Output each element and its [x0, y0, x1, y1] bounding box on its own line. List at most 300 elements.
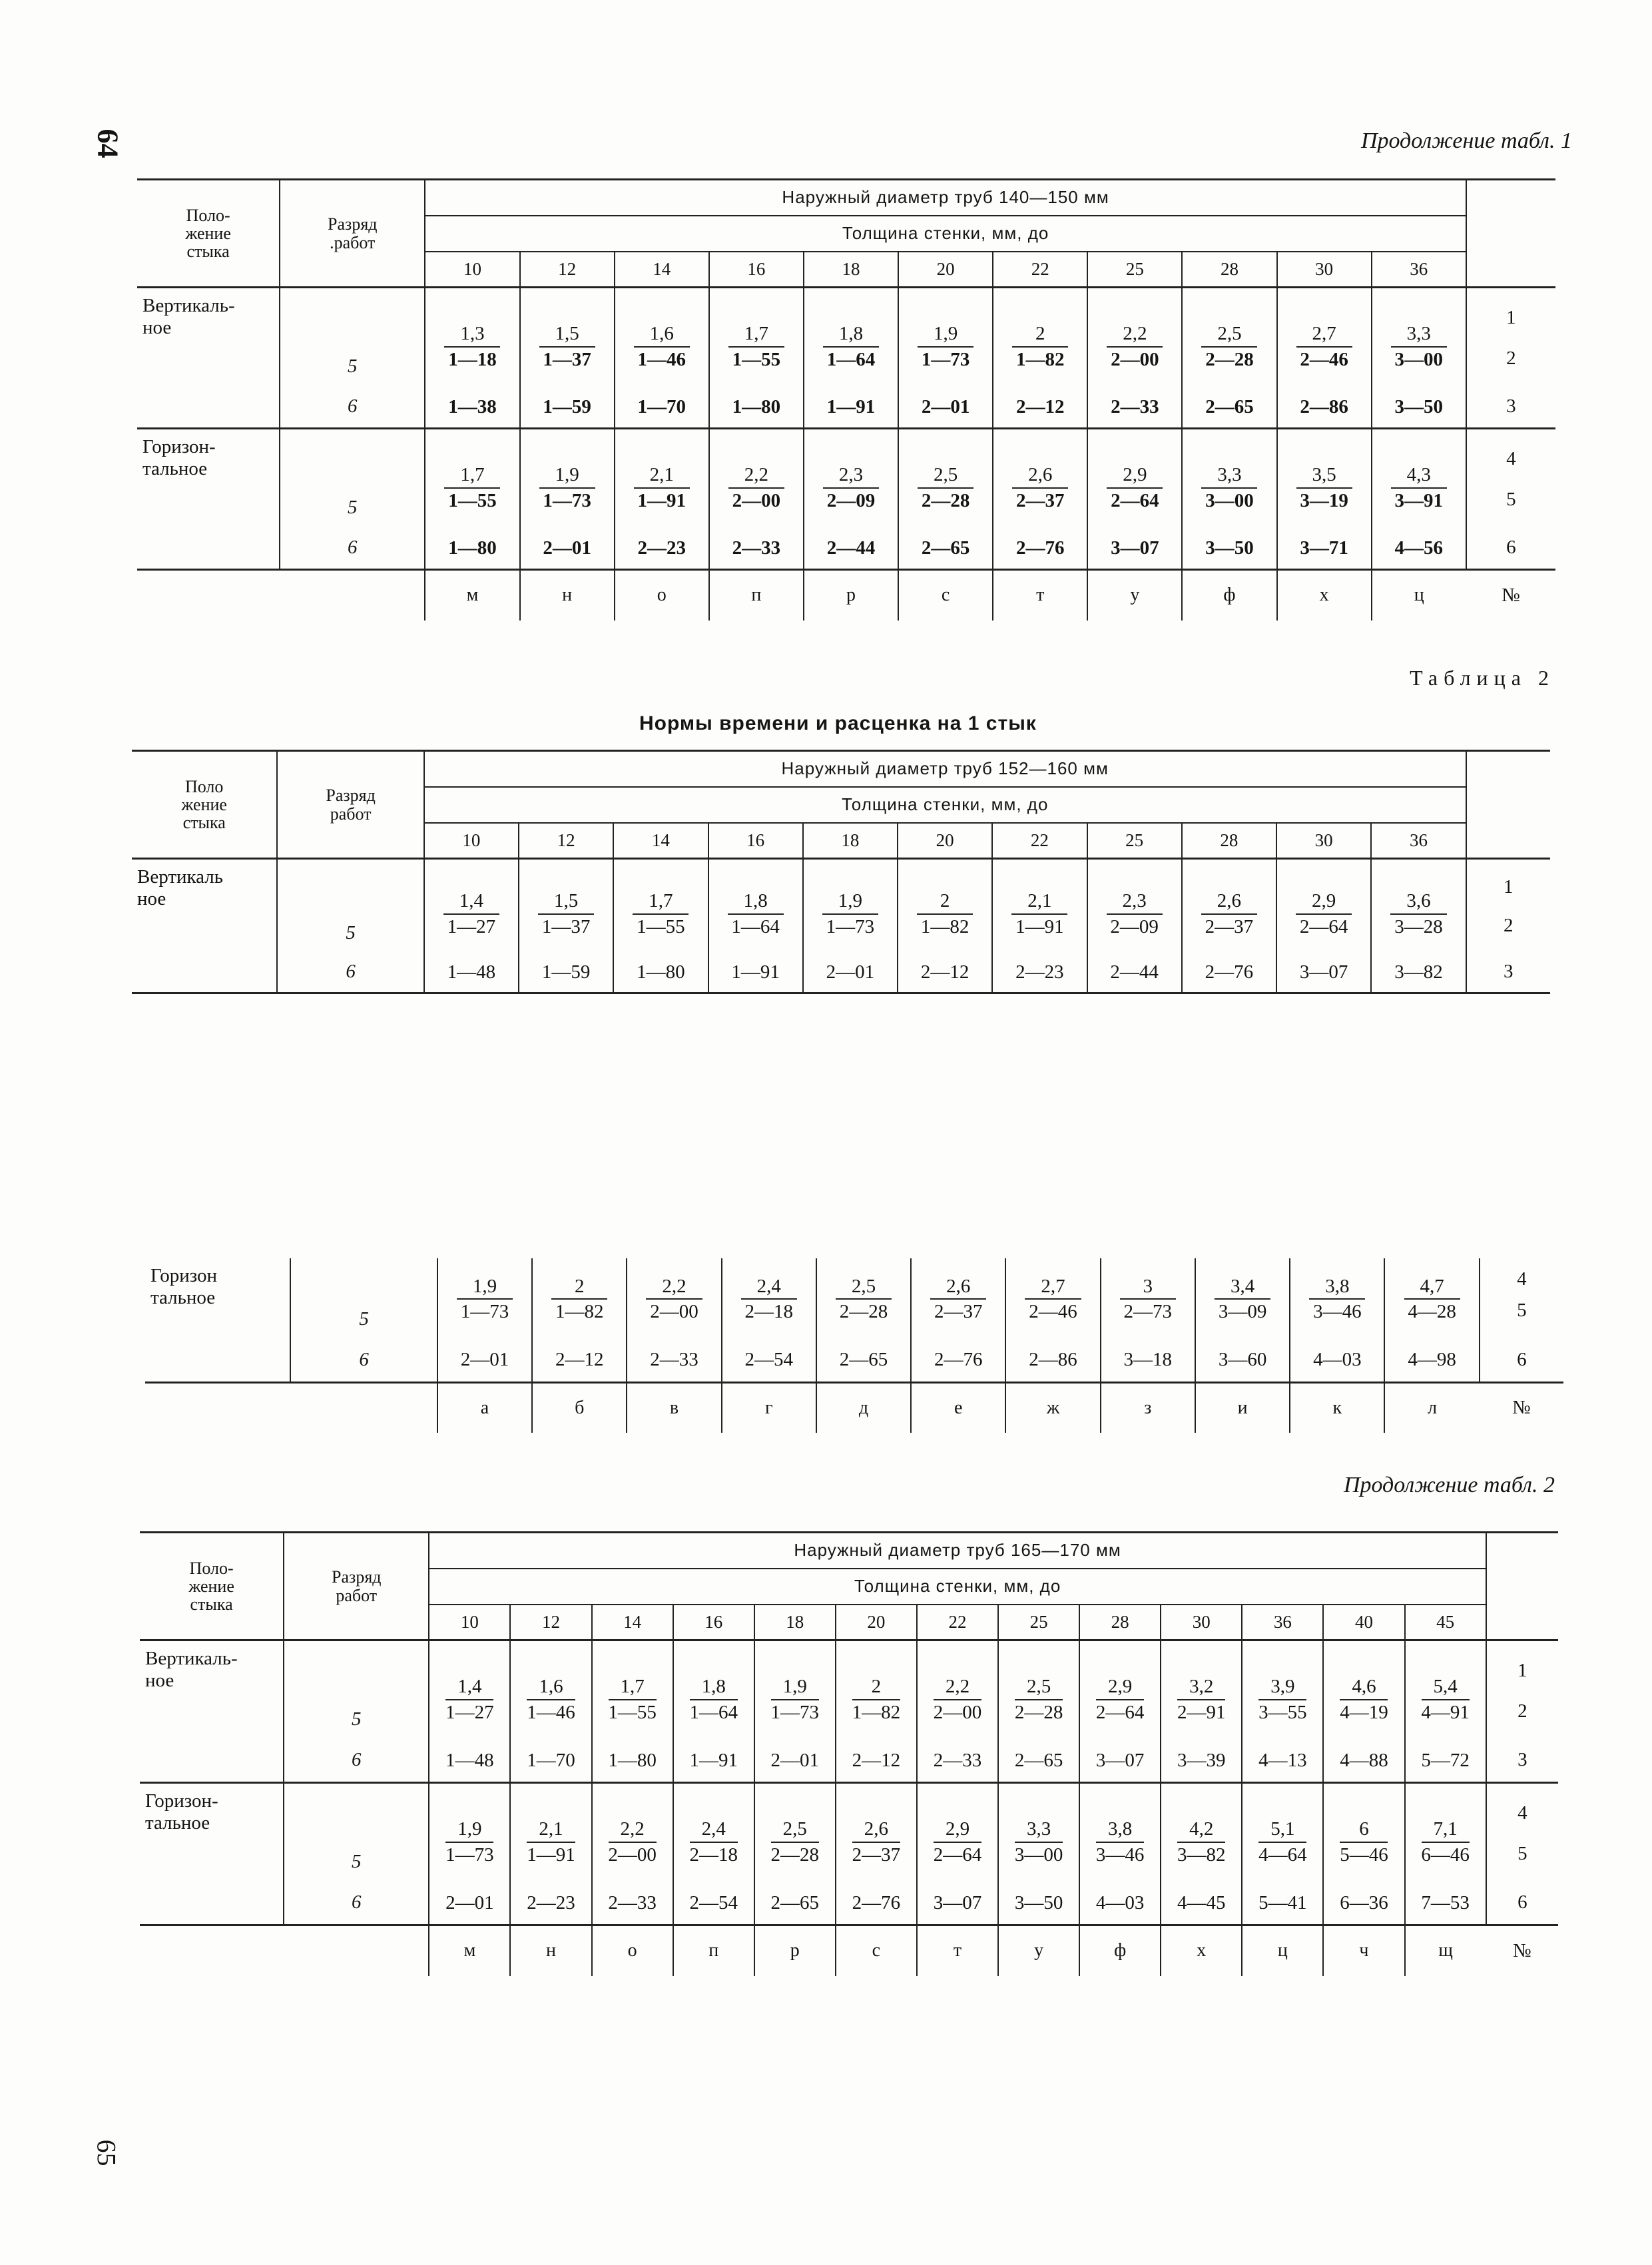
rate-rank6: 2—01 [898, 386, 993, 429]
time-norm: 3,2 [1177, 1674, 1225, 1700]
t3-grid [140, 1531, 1558, 1976]
rate-rank5: 2—37 [836, 1843, 917, 1882]
header-number-col [1466, 751, 1550, 859]
header-position: Поло жение стыка [132, 751, 277, 859]
column-letter: т [993, 570, 1087, 621]
time-norm: 1,6 [634, 322, 690, 347]
row-number: 5 [1486, 1843, 1558, 1882]
thickness-22: 22 [992, 823, 1087, 859]
time-norm-cell [898, 429, 993, 489]
time-norm-cell [613, 859, 708, 915]
time-norm: 2,5 [771, 1817, 819, 1842]
column-letter: ц [1242, 1925, 1323, 1976]
rank-6: 6 [277, 952, 423, 993]
rate-rank5: 1—64 [804, 348, 898, 386]
position-label: Вертикаль- ное [145, 1648, 238, 1692]
time-norm: 3,5 [1296, 463, 1352, 488]
time-norm-cell [1079, 1783, 1161, 1843]
thickness-36: 36 [1242, 1605, 1323, 1640]
rate-rank5: 1—73 [898, 348, 993, 386]
time-norm-cell [520, 429, 615, 489]
rate-rank5: 2—00 [592, 1843, 673, 1882]
time-norm-cell [429, 1640, 510, 1700]
time-norm: 3,3 [1201, 463, 1257, 488]
time-norm: 2,9 [1107, 463, 1163, 488]
column-letter: ф [1079, 1925, 1161, 1976]
column-letter: л [1384, 1382, 1479, 1433]
time-norm-cell [1195, 1258, 1290, 1300]
rate-rank6: 2—65 [816, 1338, 911, 1382]
thickness-18: 18 [754, 1605, 836, 1640]
thickness-25: 25 [998, 1605, 1079, 1640]
rate-rank6: 1—80 [425, 527, 519, 570]
header-rank: Разряд .работ [280, 180, 425, 288]
time-norm: 1,7 [444, 463, 500, 488]
row-number: 4 [1480, 1258, 1563, 1300]
rate-rank6: 3—07 [1079, 1739, 1161, 1783]
rate-rank5: 1—82 [898, 915, 992, 952]
rate-rank6: 1—80 [592, 1739, 673, 1783]
position-label: Горизон- тальное [140, 1783, 284, 1925]
time-norm: 1,9 [822, 889, 878, 914]
time-norm: 4,2 [1177, 1817, 1225, 1842]
rate-rank5: 1—91 [510, 1843, 591, 1882]
rate-rank5: 2—00 [709, 489, 804, 527]
time-norm: 3,9 [1258, 1674, 1306, 1700]
time-norm: 2,1 [634, 463, 690, 488]
time-norm: 1,8 [728, 889, 784, 914]
thickness-28: 28 [1182, 823, 1276, 859]
time-norm: 2,2 [728, 463, 784, 488]
rate-rank6: 1—59 [520, 386, 615, 429]
row-number: 6 [1466, 527, 1555, 570]
rate-rank6: 1—70 [615, 386, 709, 429]
time-norm-cell [803, 859, 898, 915]
rate-rank5: 3—00 [1372, 348, 1466, 386]
time-norm-cell [1371, 859, 1466, 915]
time-norm: 7,1 [1422, 1817, 1470, 1842]
rate-rank6: 2—23 [992, 952, 1087, 993]
time-norm: 4,7 [1404, 1274, 1460, 1300]
time-norm-cell [1242, 1640, 1323, 1700]
table2-title: Нормы времени и расценка на 1 стык [639, 712, 1037, 734]
column-letter: у [1087, 570, 1182, 621]
time-norm: 2,1 [527, 1817, 575, 1842]
rate-rank5: 4—28 [1384, 1300, 1479, 1338]
time-norm: 2,6 [852, 1817, 900, 1842]
rate-rank5: 4—19 [1323, 1700, 1404, 1739]
rate-rank5: 1—82 [993, 348, 1087, 386]
rank-6: 6 [284, 1739, 429, 1783]
time-norm-cell [1161, 1783, 1242, 1843]
rank-cell-empty [284, 1783, 429, 1843]
rate-rank5: 3—46 [1079, 1843, 1161, 1882]
time-norm-cell [673, 1783, 754, 1843]
time-norm: 2,3 [1107, 889, 1163, 914]
rate-rank6: 1—48 [429, 1739, 510, 1783]
thickness-16: 16 [708, 823, 803, 859]
rate-rank5: 5—46 [1323, 1843, 1404, 1882]
time-norm-cell [992, 859, 1087, 915]
rate-rank5: 3—82 [1161, 1843, 1242, 1882]
rate-rank5: 2—00 [1087, 348, 1182, 386]
time-norm: 2,6 [1012, 463, 1068, 488]
number-label: № [1486, 1925, 1558, 1976]
time-norm: 2,2 [1107, 322, 1163, 347]
rate-rank6: 2—01 [520, 527, 615, 570]
rate-rank5: 2—28 [816, 1300, 911, 1338]
column-letter: с [836, 1925, 917, 1976]
rate-rank5: 6—46 [1405, 1843, 1486, 1882]
rate-rank6: 2—12 [993, 386, 1087, 429]
rate-rank5: 1—73 [754, 1700, 836, 1739]
column-letter: щ [1405, 1925, 1486, 1976]
rate-rank6: 1—91 [673, 1739, 754, 1783]
time-norm-cell [1372, 429, 1466, 489]
rate-rank6: 4—13 [1242, 1739, 1323, 1783]
column-letter: к [1290, 1382, 1384, 1433]
time-norm: 1,9 [918, 322, 973, 347]
rank-5: 5 [280, 348, 425, 386]
rate-rank6: 2—12 [836, 1739, 917, 1783]
time-norm-cell [1087, 429, 1182, 489]
rate-rank5: 4—64 [1242, 1843, 1323, 1882]
rate-rank5: 1—73 [437, 1300, 532, 1338]
column-letter: е [911, 1382, 1005, 1433]
time-norm: 3 [1120, 1274, 1176, 1300]
time-norm: 1,8 [823, 322, 879, 347]
rate-rank6: 2—76 [836, 1882, 917, 1925]
time-norm-cell [709, 429, 804, 489]
page-number-top: 64 [91, 128, 125, 158]
rate-rank5: 2—73 [1101, 1300, 1195, 1338]
thickness-14: 14 [615, 252, 709, 288]
time-norm: 3,8 [1309, 1274, 1365, 1300]
column-letter: ц [1372, 570, 1466, 621]
rate-rank6: 2—44 [804, 527, 898, 570]
rate-rank6: 2—76 [911, 1338, 1005, 1382]
rate-rank5: 1—46 [510, 1700, 591, 1739]
rate-rank5: 2—09 [804, 489, 898, 527]
time-norm: 2,9 [934, 1817, 981, 1842]
rank-5: 5 [284, 1843, 429, 1882]
time-norm: 1,8 [690, 1674, 738, 1700]
header-diameter: Наружный диаметр труб 140—150 мм [425, 180, 1466, 216]
rate-rank6: 7—53 [1405, 1882, 1486, 1925]
rate-rank6: 4—03 [1290, 1338, 1384, 1382]
time-norm-cell [1005, 1258, 1100, 1300]
time-norm-cell [615, 288, 709, 348]
rate-rank6: 6—36 [1323, 1882, 1404, 1925]
number-label: № [1480, 1382, 1563, 1433]
column-letter: х [1277, 570, 1372, 621]
row-number: 5 [1480, 1300, 1563, 1338]
time-norm-cell [532, 1258, 627, 1300]
time-norm: 5,1 [1258, 1817, 1306, 1842]
rate-rank6: 1—70 [510, 1739, 591, 1783]
column-letter: о [615, 570, 709, 621]
time-norm-cell [1182, 859, 1276, 915]
time-norm: 2,9 [1096, 1674, 1144, 1700]
rate-rank5: 1—37 [519, 915, 613, 952]
letters-blank [280, 570, 425, 621]
time-norm-cell [836, 1783, 917, 1843]
rate-rank5: 2—00 [917, 1700, 998, 1739]
row-number: 4 [1466, 429, 1555, 489]
rate-rank5: 4—91 [1405, 1700, 1486, 1739]
time-norm-cell [592, 1783, 673, 1843]
rate-rank5: 1—55 [592, 1700, 673, 1739]
time-norm: 1,6 [527, 1674, 575, 1700]
time-norm: 2,4 [690, 1817, 738, 1842]
time-norm-cell [836, 1640, 917, 1700]
rate-rank6: 2—44 [1087, 952, 1182, 993]
column-letter: у [998, 1925, 1079, 1976]
rate-rank6: 2—33 [1087, 386, 1182, 429]
rate-rank5: 2—46 [1277, 348, 1372, 386]
time-norm: 3,3 [1391, 322, 1447, 347]
rate-rank5: 2—00 [627, 1300, 721, 1338]
rate-rank5: 3—28 [1371, 915, 1466, 952]
table2-continuation-caption: Продолжение табл. 2 [1343, 1473, 1555, 1497]
rate-rank6: 3—50 [1372, 386, 1466, 429]
column-letter: р [754, 1925, 836, 1976]
time-norm-cell [1405, 1640, 1486, 1700]
time-norm-cell [1182, 429, 1276, 489]
column-letter: д [816, 1382, 911, 1433]
column-letter: с [898, 570, 993, 621]
time-norm: 2,6 [930, 1274, 986, 1300]
row-number: 6 [1486, 1882, 1558, 1925]
header-diameter: Наружный диаметр труб 165—170 мм [429, 1533, 1486, 1569]
time-norm: 3,3 [1015, 1817, 1063, 1842]
rate-rank5: 2—64 [1079, 1700, 1161, 1739]
time-norm-cell [993, 429, 1087, 489]
time-norm: 2 [917, 889, 973, 914]
time-norm-cell [911, 1258, 1005, 1300]
time-norm-cell [917, 1640, 998, 1700]
time-norm: 4,6 [1340, 1674, 1388, 1700]
thickness-10: 10 [425, 252, 519, 288]
rate-rank6: 2—86 [1005, 1338, 1100, 1382]
header-diameter: Наружный диаметр труб 152—160 мм [424, 751, 1466, 787]
time-norm-cell [425, 288, 519, 348]
rate-rank5: 1—55 [613, 915, 708, 952]
rate-rank5: 3—09 [1195, 1300, 1290, 1338]
rate-rank5: 2—37 [993, 489, 1087, 527]
rate-rank5: 1—73 [429, 1843, 510, 1882]
time-norm-cell [1384, 1258, 1479, 1300]
row-number: 2 [1466, 348, 1555, 386]
time-norm: 2,2 [934, 1674, 981, 1700]
rank-5: 5 [280, 489, 425, 527]
time-norm-cell [709, 288, 804, 348]
rate-rank5: 2—18 [673, 1843, 754, 1882]
time-norm: 2,5 [836, 1274, 892, 1300]
rate-rank6: 2—01 [803, 952, 898, 993]
thickness-36: 36 [1372, 252, 1466, 288]
rate-rank6: 2—76 [993, 527, 1087, 570]
time-norm: 1,5 [538, 889, 594, 914]
rate-rank5: 1—82 [836, 1700, 917, 1739]
rate-rank5: 3—46 [1290, 1300, 1384, 1338]
rate-rank5: 1—82 [532, 1300, 627, 1338]
thickness-40: 40 [1323, 1605, 1404, 1640]
rate-rank6: 1—48 [424, 952, 519, 993]
rate-rank6: 2—65 [1182, 386, 1276, 429]
time-norm: 1,4 [443, 889, 499, 914]
rate-rank6: 5—72 [1405, 1739, 1486, 1783]
time-norm: 3,4 [1215, 1274, 1270, 1300]
time-norm: 1,9 [539, 463, 595, 488]
rate-rank5: 1—55 [709, 348, 804, 386]
rate-rank5: 3—91 [1372, 489, 1466, 527]
rate-rank5: 3—00 [1182, 489, 1276, 527]
column-letter: н [510, 1925, 591, 1976]
table2-label: Таблица 2 [1410, 666, 1555, 690]
rate-rank5: 3—19 [1277, 489, 1372, 527]
rate-rank6: 3—60 [1195, 1338, 1290, 1382]
thickness-16: 16 [673, 1605, 754, 1640]
time-norm-cell [1323, 1783, 1404, 1843]
time-norm: 6 [1340, 1817, 1388, 1842]
header-number-col [1486, 1533, 1558, 1640]
column-letter: в [627, 1382, 721, 1433]
letters-blank [137, 570, 280, 621]
time-norm-cell [917, 1783, 998, 1843]
time-norm: 2,9 [1296, 889, 1352, 914]
thickness-28: 28 [1182, 252, 1276, 288]
thickness-36: 36 [1371, 823, 1466, 859]
time-norm: 2,6 [1201, 889, 1257, 914]
time-norm-cell [898, 859, 992, 915]
time-norm: 1,5 [539, 322, 595, 347]
rate-rank6: 4—88 [1323, 1739, 1404, 1783]
thickness-12: 12 [510, 1605, 591, 1640]
rate-rank5: 2—28 [898, 489, 993, 527]
time-norm-cell [754, 1640, 836, 1700]
time-norm: 1,9 [771, 1674, 819, 1700]
rate-rank6: 2—65 [898, 527, 993, 570]
rate-rank6: 2—12 [532, 1338, 627, 1382]
table1-caption: Продолжение табл. 1 [1360, 128, 1572, 153]
time-norm: 2,2 [609, 1817, 657, 1842]
time-norm-cell [1242, 1783, 1323, 1843]
time-norm-cell [520, 288, 615, 348]
row-number: 5 [1466, 489, 1555, 527]
position-label: Вертикаль- ное [142, 295, 235, 339]
rate-rank6: 2—23 [615, 527, 709, 570]
rate-rank5: 1—37 [520, 348, 615, 386]
thickness-30: 30 [1276, 823, 1371, 859]
thickness-25: 25 [1087, 823, 1182, 859]
thickness-10: 10 [429, 1605, 510, 1640]
rate-rank6: 3—07 [917, 1882, 998, 1925]
time-norm: 5,4 [1422, 1674, 1470, 1700]
time-norm-cell [1087, 288, 1182, 348]
time-norm-cell [1277, 288, 1372, 348]
row-number: 1 [1486, 1640, 1558, 1700]
time-norm: 4,3 [1391, 463, 1447, 488]
column-letter: ф [1182, 570, 1276, 621]
rate-rank6: 2—33 [917, 1739, 998, 1783]
rate-rank5: 1—64 [708, 915, 803, 952]
rate-rank6: 2—01 [754, 1739, 836, 1783]
time-norm: 2,7 [1296, 322, 1352, 347]
thickness-22: 22 [993, 252, 1087, 288]
rate-rank6: 5—41 [1242, 1882, 1323, 1925]
time-norm-cell [510, 1783, 591, 1843]
thickness-18: 18 [803, 823, 898, 859]
rank-6: 6 [284, 1882, 429, 1925]
rate-rank5: 2—64 [1087, 489, 1182, 527]
rate-rank5: 3—00 [998, 1843, 1079, 1882]
rate-rank5: 1—27 [424, 915, 519, 952]
time-norm-cell [1405, 1783, 1486, 1843]
time-norm-cell [425, 429, 519, 489]
time-norm-cell [1372, 288, 1466, 348]
time-norm-cell [1276, 859, 1371, 915]
header-position: Поло- жение стыка [137, 180, 280, 288]
time-norm: 1,3 [444, 322, 500, 347]
rate-rank6: 4—45 [1161, 1882, 1242, 1925]
rate-rank5: 1—27 [429, 1700, 510, 1739]
rate-rank6: 1—80 [613, 952, 708, 993]
rank-cell-empty [280, 429, 425, 489]
time-norm-cell [519, 859, 613, 915]
time-norm-cell [898, 288, 993, 348]
thickness-10: 10 [424, 823, 519, 859]
time-norm-cell [1277, 429, 1372, 489]
t2-grid [132, 750, 1550, 994]
time-norm: 2,5 [1015, 1674, 1063, 1700]
rate-rank6: 2—65 [998, 1739, 1079, 1783]
time-norm: 1,9 [457, 1274, 513, 1300]
time-norm-cell [1079, 1640, 1161, 1700]
row-number: 3 [1466, 952, 1550, 993]
thickness-14: 14 [613, 823, 708, 859]
rate-rank5: 2—28 [754, 1843, 836, 1882]
column-letter: п [673, 1925, 754, 1976]
rate-rank6: 2—12 [898, 952, 992, 993]
time-norm-cell [993, 288, 1087, 348]
time-norm-cell [592, 1640, 673, 1700]
rate-rank5: 2—64 [917, 1843, 998, 1882]
column-letter: м [429, 1925, 510, 1976]
time-norm-cell [673, 1640, 754, 1700]
time-norm-cell [754, 1783, 836, 1843]
thickness-45: 45 [1405, 1605, 1486, 1640]
t1-grid [137, 178, 1555, 621]
row-number: 1 [1466, 859, 1550, 915]
time-norm: 1,9 [445, 1817, 493, 1842]
rank-5: 5 [290, 1300, 437, 1338]
time-norm: 3,8 [1096, 1817, 1144, 1842]
column-letter: о [592, 1925, 673, 1976]
column-letter: р [804, 570, 898, 621]
letters-blank [145, 1382, 290, 1433]
rate-rank6: 3—50 [998, 1882, 1079, 1925]
rate-rank6: 2—65 [754, 1882, 836, 1925]
time-norm-cell [1087, 859, 1182, 915]
thickness-16: 16 [709, 252, 804, 288]
rate-rank6: 2—86 [1277, 386, 1372, 429]
row-number: 1 [1466, 288, 1555, 348]
rate-rank5: 2—37 [911, 1300, 1005, 1338]
thickness-14: 14 [592, 1605, 673, 1640]
time-norm-cell [998, 1640, 1079, 1700]
header-position: Поло- жение стыка [140, 1533, 284, 1640]
